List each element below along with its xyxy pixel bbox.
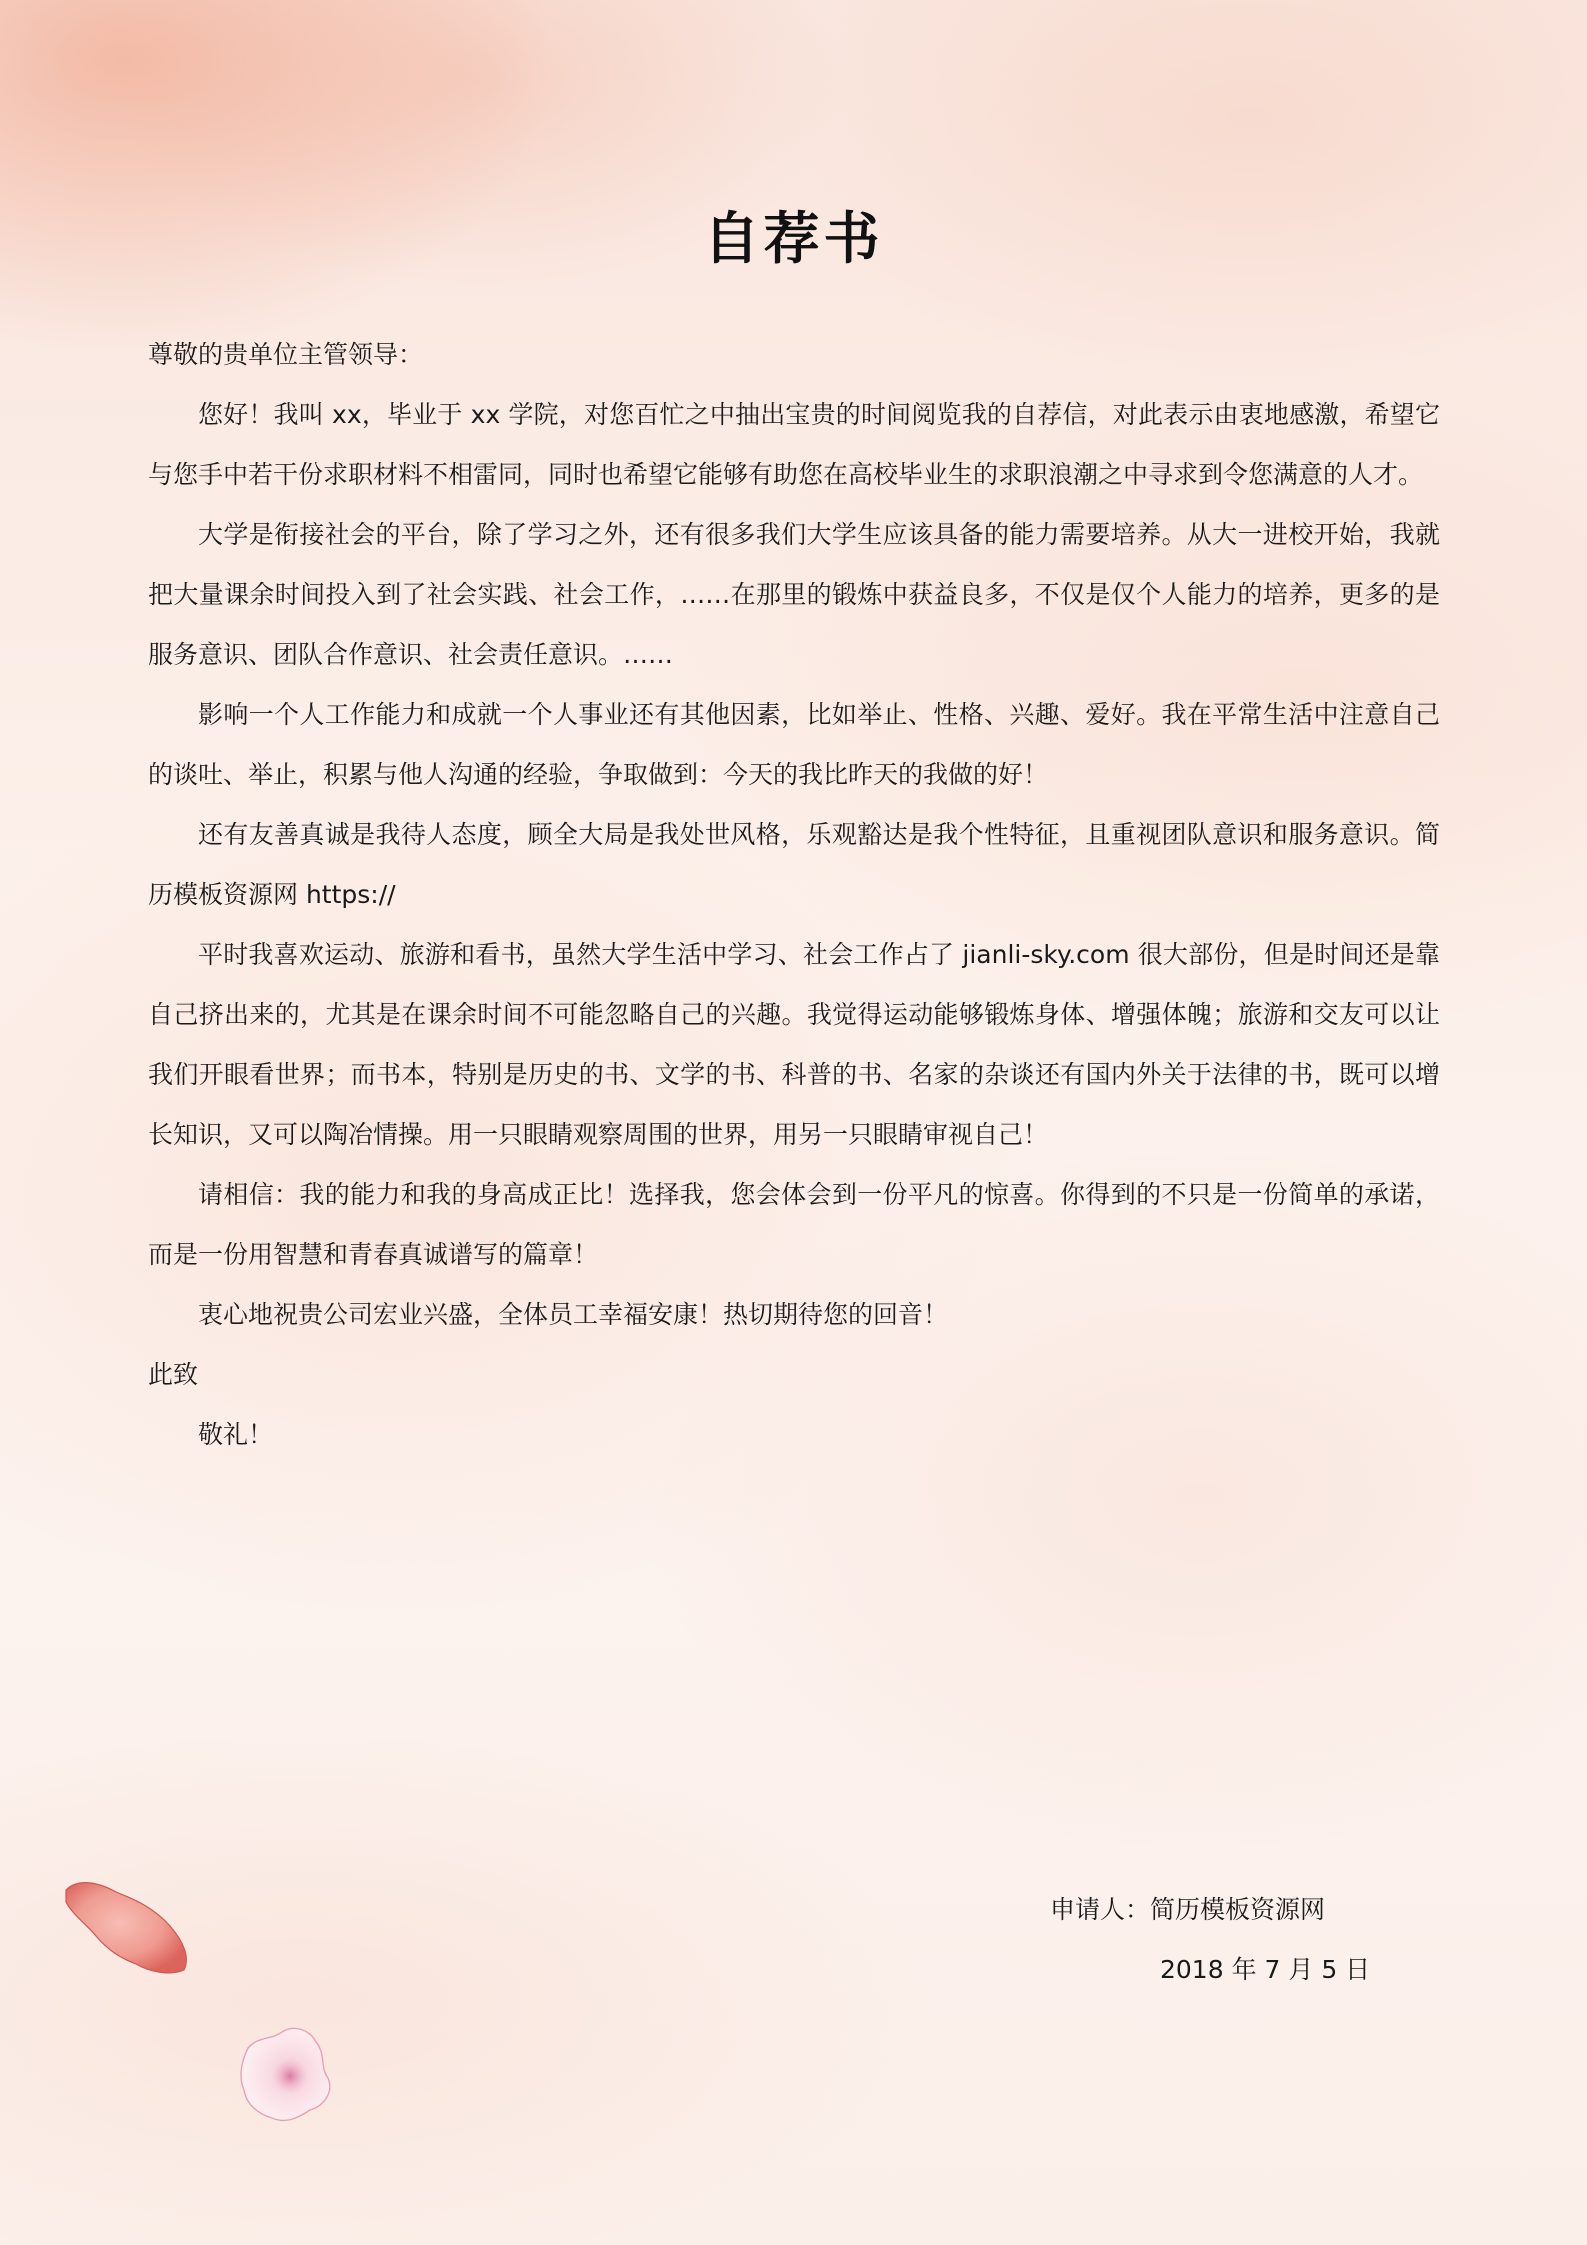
- paragraph-hobbies: 平时我喜欢运动、旅游和看书，虽然大学生活中学习、社会工作占了 jianli-sky.com 很大部份，但是时间还是靠自己挤出来的，尤其是在课余时间不可能忽略自己的兴趣。我觉得运动能够锻炼身体、增强体魄；旅游和交友可以让我们开眼看世界；而书本，特别是历史的书、文学的书、科普的书、名家的杂谈还有国内外关于法律的书，既可以增长知识，又可以陶冶情操。用一只眼睛观察周围的世界，用另一只眼睛审视自己！: [148, 940, 1440, 1149]
- closing-respect: 敬礼！: [198, 1420, 274, 1449]
- paragraph-greeting: 您好！我叫 xx，毕业于 xx 学院，对您百忙之中抽出宝贵的时间阅览我的自荐信，对此表示由衷地感激，希望它与您手中若干份求职材料不相雷同，同时也希望它能够有助您在高校毕业生的求职浪潮之中寻求到令您满意的人才。: [148, 400, 1440, 489]
- paragraph-university: 大学是衔接社会的平台，除了学习之外，还有很多我们大学生应该具备的能力需要培养。从大一进校开始，我就把大量课余时间投入到了社会实践、社会工作，……在那里的锻炼中获益良多，不仅是仅个人能力的培养，更多的是服务意识、团队合作意识、社会责任意识。……: [148, 520, 1440, 669]
- applicant-signature: 申请人：简历模板资源网: [1050, 1895, 1326, 1924]
- page-title: 自荐书: [703, 206, 884, 272]
- signature-block: [1050, 1880, 1370, 2000]
- paragraph-wishes: 衷心地祝贵公司宏业兴盛，全体员工幸福安康！热切期待您的回音！: [198, 1300, 949, 1329]
- paragraph-believe: 请相信：我的能力和我的身高成正比！选择我，您会体会到一份平凡的惊喜。你得到的不只是一份简单的承诺，而是一份用智慧和青春真诚谱写的篇章！: [148, 1180, 1440, 1269]
- letter-date: 2018 年 7 月 5 日: [1160, 1955, 1371, 1984]
- letter-body: [148, 325, 1440, 1465]
- salutation: 尊敬的贵单位主管领导：: [148, 340, 424, 369]
- pink-flower-petal-icon: [228, 2018, 348, 2138]
- paragraph-personality: 影响一个人工作能力和成就一个人事业还有其他因素，比如举止、性格、兴趣、爱好。我在平常生活中注意自己的谈吐、举止，积累与他人沟通的经验，争取做到：今天的我比昨天的我做的好！: [148, 700, 1440, 789]
- red-petal-icon: [58, 1872, 198, 1982]
- closing-salute: 此致: [148, 1360, 199, 1389]
- paragraph-attitude: 还有友善真诚是我待人态度，顾全大局是我处世风格，乐观豁达是我个性特征，且重视团队意识和服务意识。简历模板资源网 https://: [148, 820, 1440, 909]
